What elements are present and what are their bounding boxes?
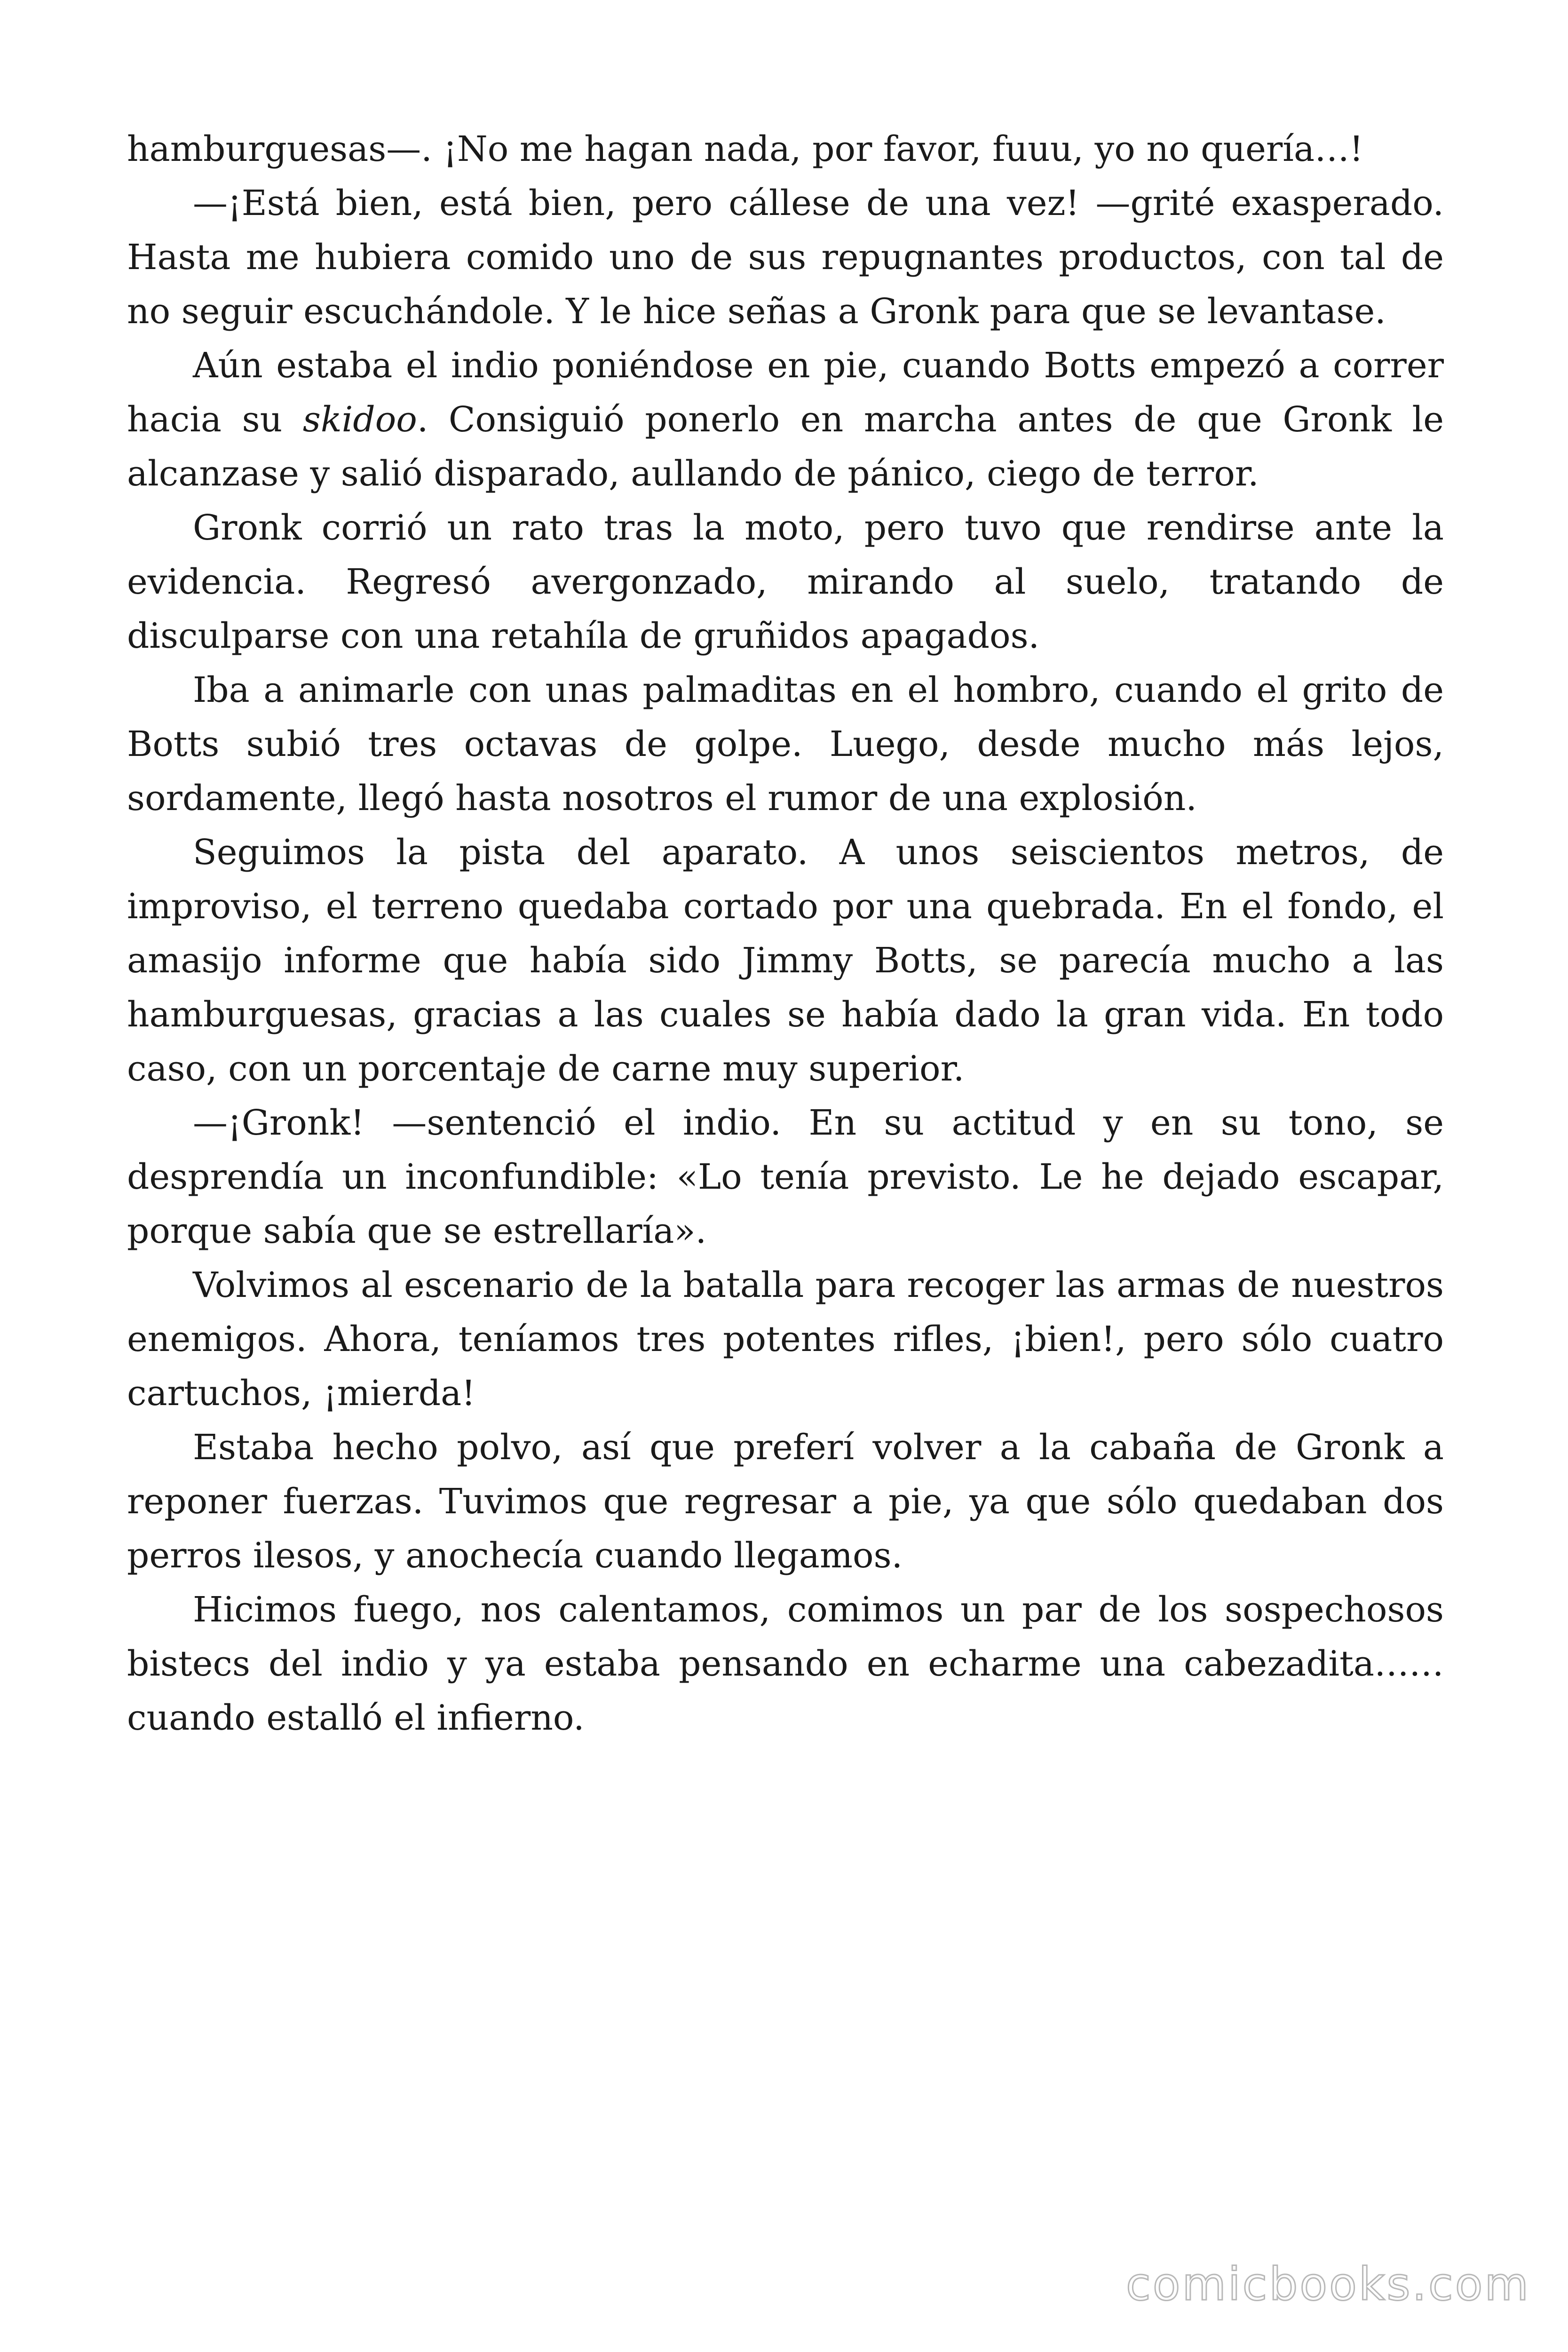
watermark-text: comicbooks.com [1125, 2258, 1530, 2311]
paragraph-2 [127, 176, 1444, 339]
paragraph-text: Aún estaba el indio poniéndose en pie, cuando Botts empezó a correr hacia su [127, 345, 1444, 440]
paragraph-1 [127, 122, 1444, 176]
paragraph-text: Hicimos fuego, nos calentamos, comimos un par de los sospechosos bistecs del indio y ya estaba pensando en echarme una cabezadita……cuando estalló el infierno. [127, 1589, 1444, 1738]
paragraph-text: . Consiguió ponerlo en marcha antes de que Gronk le alcanzase y salió disparado, aullando de pánico, ciego de terror. [127, 399, 1444, 494]
paragraph-4 [127, 501, 1444, 663]
paragraph-text: —¡Está bien, está bien, pero cállese de una vez! —grité exasperado. Hasta me hubiera comido uno de sus repugnantes productos, con tal de no seguir escuchándole. Y le hice señas a Gronk para que se levantase. [127, 183, 1444, 332]
paragraph-text: —¡Gronk! —sentenció el indio. En su actitud y en su tono, se desprendía un inconfundible: «Lo tenía previsto. Le he dejado escapar, porque sabía que se estrellaría». [127, 1103, 1444, 1251]
paragraph-5 [127, 663, 1444, 826]
paragraph-3 [127, 339, 1444, 501]
paragraph-text: Iba a animarle con unas palmaditas en el hombro, cuando el grito de Botts subió tres octavas de golpe. Luego, desde mucho más lejos, sordamente, llegó hasta nosotros el rumor de una explosión. [127, 670, 1444, 818]
paragraph-9 [127, 1421, 1444, 1583]
paragraph-7 [127, 1096, 1444, 1258]
page-body-text [127, 122, 1444, 1745]
paragraph-text: Volvimos al escenario de la batalla para recoger las armas de nuestros enemigos. Ahora, teníamos tres potentes rifles, ¡bien!, pero sólo cuatro cartuchos, ¡mierda! [127, 1265, 1444, 1414]
paragraph-6 [127, 826, 1444, 1096]
paragraph-text: hamburguesas—. ¡No me hagan nada, por favor, fuuu, yo no quería…! [127, 129, 1363, 169]
paragraph-text: Seguimos la pista del aparato. A unos seiscientos metros, de improviso, el terreno quedaba cortado por una quebrada. En el fondo, el amasijo informe que había sido Jimmy Botts, se parecía mucho a las hamburguesas, gracias a las cuales se había dado la gran vida. En todo caso, con un porcentaje de carne muy superior. [127, 832, 1444, 1089]
italic-word: skidoo [302, 399, 417, 440]
paragraph-8 [127, 1258, 1444, 1421]
paragraph-10 [127, 1583, 1444, 1745]
paragraph-text: Estaba hecho polvo, así que preferí volver a la cabaña de Gronk a reponer fuerzas. Tuvimos que regresar a pie, ya que sólo quedaban dos perros ilesos, y anochecía cuando llegamos. [127, 1427, 1444, 1576]
paragraph-text: Gronk corrió un rato tras la moto, pero tuvo que rendirse ante la evidencia. Regresó avergonzado, mirando al suelo, tratando de disculparse con una retahíla de gruñidos apagados. [127, 508, 1444, 656]
